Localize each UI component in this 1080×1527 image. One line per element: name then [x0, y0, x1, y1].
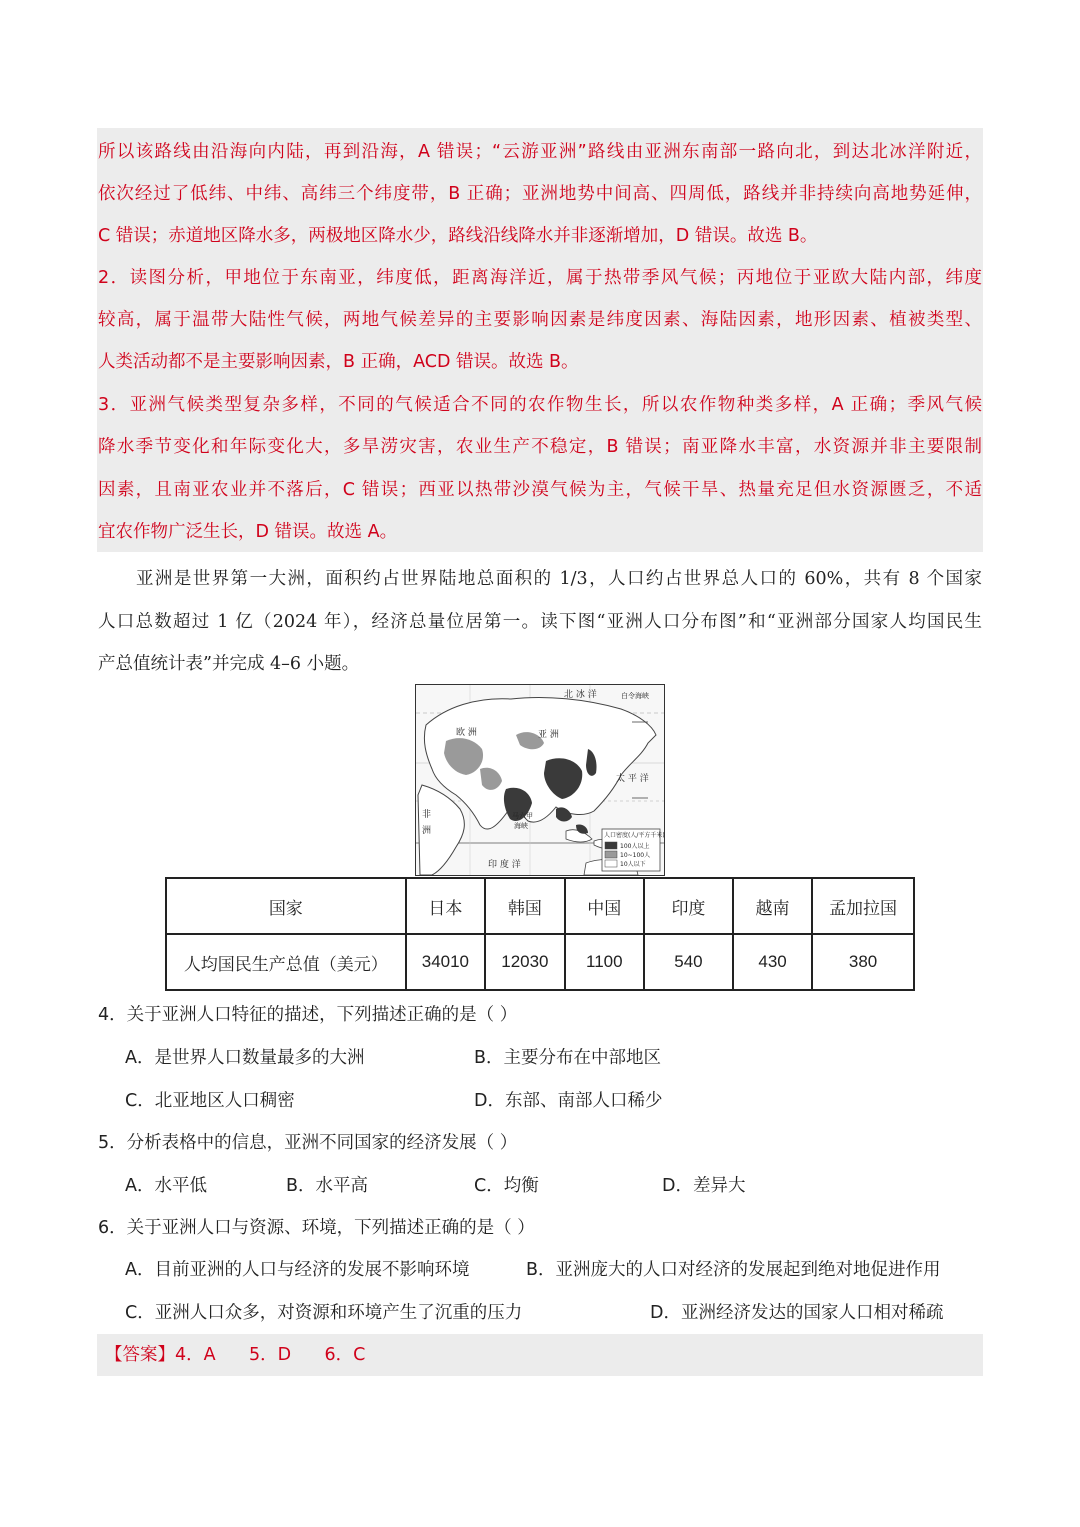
question-option: A．是世界人口数量最多的大洲: [125, 1048, 365, 1068]
question-option: C．北亚地区人口稠密: [125, 1091, 295, 1111]
legend-swatch-high: [605, 842, 617, 849]
explanation-line: 所以该路线由沿海向内陆，再到沿海，A 错误；“云游亚洲”路线由亚洲东南部一路向北，到达北冰洋附近，: [98, 142, 982, 162]
explanation-line: 较高，属于温带大陆性气候，两地气候差异的主要影响因素是纬度因素、海陆因素，地形因素、植被类型、: [98, 310, 982, 330]
intro-line: 人口总数超过 1 亿（2024 年），经济总量位居第一。读下图“亚洲人口分布图”和“亚洲部分国家人均国民生: [98, 612, 982, 632]
explanation-line: 因素，且南亚农业并不落后，C 错误；西亚以热带沙漠气候为主，气候干旱、热量充足但水资源匮乏，不适: [98, 480, 982, 500]
table-row: [166, 934, 914, 990]
question-option: D．亚洲经济发达的国家人口相对稀疏: [650, 1303, 944, 1323]
explanation-line: 依次经过了低纬、中纬、高纬三个纬度带，B 正确；亚洲地势中间高、四周低，路线并非持续向高地势延伸，: [98, 184, 982, 204]
map-label-malacca: 海峡: [514, 822, 528, 830]
question-stem: 5．分析表格中的信息，亚洲不同国家的经济发展（ ）: [98, 1133, 518, 1153]
map-label-pacific: 太 平 洋: [616, 774, 649, 784]
explanation-line: 3．亚洲气候类型复杂多样，不同的气候适合不同的农作物生长，所以农作物种类多样，A 正确；季风气候: [98, 395, 982, 415]
intro-line: 亚洲是世界第一大洲，面积约占世界陆地总面积的 1/3，人口约占世界总人口的 60%，共有 8 个国家: [136, 569, 982, 589]
intro-line: 产总值统计表”并完成 4–6 小题。: [98, 654, 360, 674]
legend-swatch-medium: [605, 851, 617, 858]
asia-population-map: [415, 684, 665, 876]
table-row-label: 人均国民生产总值（美元）: [166, 934, 406, 990]
answer-text: 4．A 5．D 6．C: [175, 1345, 366, 1365]
legend-item: 100人以上: [620, 843, 650, 850]
question-option: A．水平低: [125, 1176, 207, 1196]
question-option: C．均衡: [474, 1176, 539, 1196]
question-option: B．水平高: [286, 1176, 369, 1196]
table-cell: 34010: [406, 934, 486, 990]
table-cell: 12030: [485, 934, 565, 990]
map-label-arctic: 北 冰 洋: [564, 690, 597, 700]
legend-item: 10~100人: [620, 852, 651, 859]
question-option: B．主要分布在中部地区: [474, 1048, 662, 1068]
legend-title: 人口密度(人/平方千米): [604, 832, 665, 839]
table-header-country: 中国: [565, 878, 644, 934]
question-option: D．东部、南部人口稀少: [474, 1091, 663, 1111]
question-stem: 4．关于亚洲人口特征的描述，下列描述正确的是（ ）: [98, 1005, 518, 1025]
map-label-indian-ocean: 印 度 洋: [488, 860, 521, 870]
map-label-europe: 欧 洲: [456, 728, 477, 738]
table-cell: 1100: [565, 934, 644, 990]
question-option: D．差异大: [662, 1176, 746, 1196]
map-label-africa: 非: [422, 810, 432, 820]
gnp-table: [165, 877, 915, 991]
map-label-africa: 洲: [422, 826, 432, 836]
table-header-country: 孟加拉国: [812, 878, 914, 934]
question-option: B．亚洲庞大的人口对经济的发展起到绝对地促进作用: [526, 1260, 941, 1280]
table-header-country: 日本: [406, 878, 486, 934]
table-cell: 430: [733, 934, 812, 990]
explanation-line: 降水季节变化和年际变化大，多旱涝灾害，农业生产不稳定，B 错误；南亚降水丰富，水资源并非主要限制: [98, 437, 982, 457]
question-stem: 6．关于亚洲人口与资源、环境，下列描述正确的是（ ）: [98, 1218, 535, 1238]
explanation-line: 2．读图分析，甲地位于东南亚，纬度低，距离海洋近，属于热带季风气候；丙地位于亚欧大陆内部，纬度: [98, 268, 982, 288]
answer-line: [105, 1343, 365, 1367]
question-option: C．亚洲人口众多，对资源和环境产生了沉重的压力: [125, 1303, 523, 1323]
map-label-malacca: 马六甲: [512, 812, 533, 820]
table-header-country: 印度: [644, 878, 733, 934]
map-label-bering: 白令海峡: [621, 692, 649, 700]
question-option: A．目前亚洲的人口与经济的发展不影响环境: [125, 1260, 470, 1280]
table-row: [166, 878, 914, 934]
explanation-line: 宜农作物广泛生长，D 错误。故选 A。: [98, 522, 398, 542]
explanation-line: 人类活动都不是主要影响因素，B 正确，ACD 错误。故选 B。: [98, 352, 579, 372]
legend-item: 10人以下: [620, 861, 646, 868]
map-label-asia: 亚 洲: [538, 730, 559, 740]
table-header-country: 韩国: [485, 878, 565, 934]
answer-label: 【答案】: [105, 1345, 175, 1365]
table-header-label: 国家: [166, 878, 406, 934]
table-cell: 380: [812, 934, 914, 990]
table-header-country: 越南: [733, 878, 812, 934]
table-cell: 540: [644, 934, 733, 990]
explanation-line: C 错误；赤道地区降水多，两极地区降水少，路线沿线降水并非逐渐增加，D 错误。故选 B。: [98, 226, 818, 246]
legend-swatch-low: [605, 860, 617, 867]
